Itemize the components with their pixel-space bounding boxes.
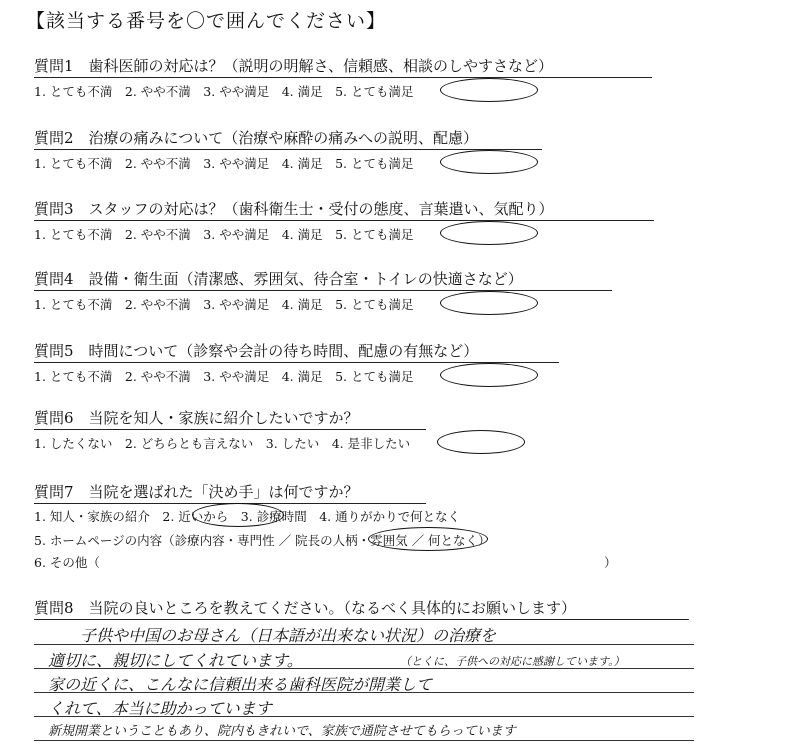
answer-circle-q4: [440, 291, 538, 315]
answer-circle-q3: [440, 221, 538, 245]
handwritten-answer-line: 家の近くに、こんなに信頼出来る歯科医院が開業して: [48, 675, 433, 694]
question-2-options: 1. とても不満 2. やや不満 3. やや満足 4. 満足 5. とても満足: [34, 156, 414, 171]
question-7-options-line2: 5. ホームページの内容（診療内容・専門性 ／ 院長の人柄・雰囲気 ／ 何となく）: [34, 533, 491, 548]
question-5-options: 1. とても不満 2. やや不満 3. やや満足 4. 満足 5. とても満足: [34, 369, 414, 384]
handwritten-answer-line: （とくに、子供への対応に感謝しています。）: [400, 655, 625, 668]
question-2-label: 質問2 治療の痛みについて（治療や麻酔の痛みへの説明、配慮）: [34, 127, 542, 150]
question-8-label: 質問8 当院の良いところを教えてください。（なるべく具体的にお願いします）: [34, 597, 689, 620]
handwritten-answer-line: 適切に、親切にしてくれています。: [48, 651, 303, 670]
page-title: 【該当する番号を〇で囲んでください】: [26, 10, 387, 32]
question-7-options-line3-close: ）: [604, 555, 617, 570]
question-5-label: 質問5 時間について（診察や会計の待ち時間、配慮の有無など）: [34, 340, 559, 363]
question-7-label: 質問7 当院を選ばれた「決め手」は何ですか？: [34, 481, 426, 504]
question-3-options: 1. とても不満 2. やや不満 3. やや満足 4. 満足 5. とても満足: [34, 227, 414, 242]
answer-circle-q5: [440, 363, 538, 387]
question-7-options-line3: 6. その他（: [34, 555, 100, 570]
handwritten-answer-line: 新規開業ということもあり、院内もきれいで、家族で通院させてもらっています: [48, 724, 516, 739]
question-6-label: 質問6 当院を知人・家族に紹介したいですか？: [34, 407, 426, 430]
question-3-label: 質問3 スタッフの対応は？（歯科衛生士・受付の態度、言葉遣い、気配り）: [34, 198, 654, 221]
answer-circle-q1: [440, 78, 538, 102]
question-4-label: 質問4 設備・衛生面（清潔感、雰囲気、待合室・トイレの快適さなど）: [34, 268, 612, 291]
handwritten-answer-line: 子供や中国のお母さん（日本語が出来ない状況）の治療を: [80, 626, 497, 645]
question-4-options: 1. とても不満 2. やや不満 3. やや満足 4. 満足 5. とても満足: [34, 297, 414, 312]
ruled-line: [34, 740, 694, 741]
question-6-options: 1. したくない 2. どちらとも言えない 3. したい 4. 是非したい: [34, 436, 411, 451]
question-1-label: 質問1 歯科医師の対応は？（説明の明解さ、信頼感、相談のしやすさなど）: [34, 55, 652, 78]
answer-circle-q2: [440, 150, 538, 174]
question-7-options-line1: 1. 知人・家族の紹介 2. 近いから 3. 診療時間 4. 通りがかりで何となく: [34, 509, 461, 524]
question-1-options: 1. とても不満 2. やや不満 3. やや満足 4. 満足 5. とても満足: [34, 84, 414, 99]
answer-circle-q6: [437, 430, 525, 454]
handwritten-answer-line: くれて、本当に助かっています: [48, 699, 272, 718]
